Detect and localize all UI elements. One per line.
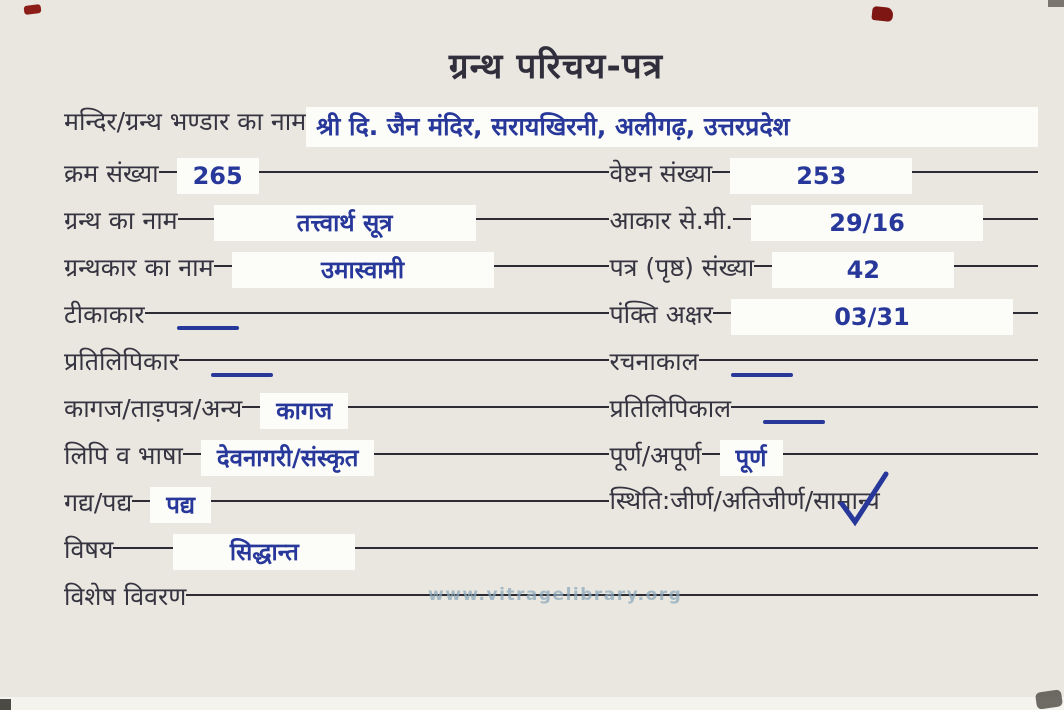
rule-line	[183, 453, 201, 455]
field-label-material: कागज/ताड़पत्र/अन्य	[64, 394, 243, 423]
rule-line	[713, 312, 731, 314]
field-value-script-language: देवनागरी/संस्कृत	[201, 440, 375, 476]
field-label-author: ग्रन्थकार का नाम	[64, 253, 214, 282]
form-row	[64, 202, 1038, 249]
field-label-copyist: प्रतिलिपिकार	[64, 347, 179, 376]
form-row	[64, 155, 1038, 202]
scan-edge-top-right	[1048, 0, 1064, 7]
rule-line	[702, 453, 720, 455]
field-value-completeness: पूर्ण	[720, 440, 783, 476]
rule-line	[259, 171, 610, 173]
field-label-commentator: टीकाकार	[64, 300, 145, 329]
field-value-subject: सिद्धान्त	[173, 534, 355, 570]
handwritten-dash-mark	[763, 420, 825, 424]
handwritten-dash-mark	[211, 373, 273, 377]
rule-line	[178, 218, 214, 220]
field-value-serial-number: 265	[177, 158, 259, 194]
rule-line	[912, 171, 1038, 173]
handwritten-dash-mark	[177, 326, 239, 330]
field-label-book-name: ग्रन्थ का नाम	[64, 206, 178, 235]
form-row	[64, 390, 1038, 437]
rule-line	[214, 265, 232, 267]
rule-line	[731, 406, 1038, 408]
form-row-repository	[64, 103, 1038, 155]
form-row	[64, 343, 1038, 390]
rule-line	[494, 265, 610, 267]
rule-line	[783, 453, 1039, 455]
field-value-page-count: 42	[772, 252, 954, 288]
field-value-material: कागज	[260, 393, 348, 429]
form-row	[64, 484, 1038, 531]
rule-line	[159, 171, 177, 173]
field-label-repository: मन्दिर/ग्रन्थ भण्डार का नाम	[64, 107, 307, 136]
rule-line	[1013, 312, 1038, 314]
rule-line	[179, 359, 609, 361]
scan-mark-bottom-left	[0, 699, 11, 710]
form-row	[64, 296, 1038, 343]
watermark: www.vitragelibrary.org	[428, 585, 683, 605]
field-label-condition: स्थिति:जीर्ण/अतिजीर्ण/सामान्य	[609, 486, 880, 515]
checkmark-icon	[832, 470, 890, 532]
form-row	[64, 437, 1038, 484]
field-label-bundle-number: वेष्टन संख्या	[609, 159, 713, 188]
rule-line	[754, 265, 772, 267]
rule-line	[699, 359, 1038, 361]
rule-line	[211, 500, 609, 502]
field-value-bundle-number: 253	[730, 158, 912, 194]
field-label-serial-number: क्रम संख्या	[64, 159, 159, 188]
field-label-size-cm: आकार से.मी.	[609, 206, 734, 235]
handwritten-dash-mark	[731, 373, 793, 377]
rule-line	[733, 218, 751, 220]
red-scan-mark-top-left	[24, 4, 42, 15]
scan-edge-bottom	[0, 697, 1064, 710]
field-label-completeness: पूर्ण/अपूर्ण	[609, 441, 702, 470]
rule-line	[348, 406, 609, 408]
rule-line	[954, 265, 1038, 267]
scan-mark-bottom-right	[1035, 689, 1063, 709]
field-label-composition-date: रचनाकाल	[609, 347, 699, 376]
field-value-repository: श्री दि. जैन मंदिर, सरायखिरनी, अलीगढ़, उत्तरप्रदेश	[306, 107, 1038, 147]
form-row	[64, 249, 1038, 296]
rule-line	[374, 453, 609, 455]
card-title: ग्रन्थ परिचय-पत्र	[448, 47, 664, 87]
field-value-size-cm: 29/16	[751, 205, 983, 241]
card-content	[64, 0, 1038, 625]
rule-line	[983, 218, 1038, 220]
form-body	[64, 103, 1038, 625]
field-label-script-language: लिपि व भाषा	[64, 441, 183, 470]
rule-line	[132, 500, 150, 502]
rule-line	[476, 218, 610, 220]
field-label-subject: विषय	[64, 535, 114, 564]
field-value-book-name: तत्त्वार्थ सूत्र	[214, 205, 476, 241]
field-value-prose-verse: पद्य	[150, 487, 211, 523]
form-row-subject	[64, 531, 1038, 578]
rule-line	[355, 547, 1038, 549]
field-label-special-details: विशेष विवरण	[64, 582, 187, 611]
field-value-author: उमास्वामी	[232, 252, 494, 288]
rule-line	[113, 547, 173, 549]
field-label-prose-verse: गद्य/पद्य	[64, 488, 133, 517]
rule-line	[145, 312, 610, 314]
field-label-copy-date: प्रतिलिपिकाल	[609, 394, 732, 423]
field-value-lines-letters: 03/31	[731, 299, 1013, 335]
field-label-lines-letters: पंक्ति अक्षर	[609, 300, 713, 329]
rule-line	[712, 171, 730, 173]
rule-line	[242, 406, 260, 408]
field-label-page-count: पत्र (पृष्ठ) संख्या	[609, 253, 755, 282]
